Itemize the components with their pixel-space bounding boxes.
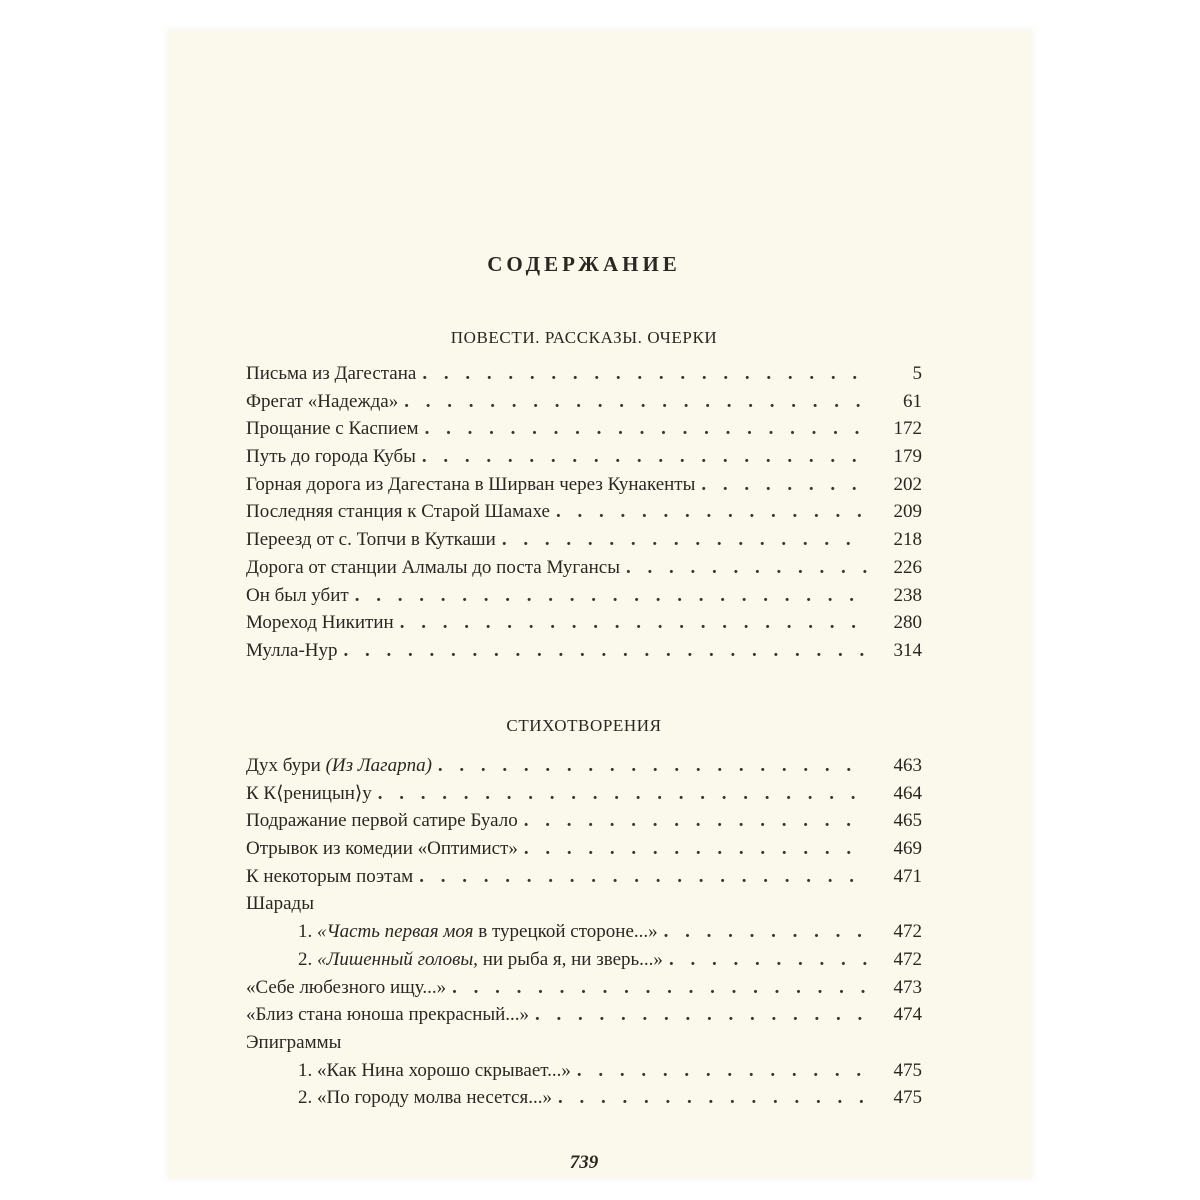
toc-entry-page: 314 [893,639,922,661]
dot-leader [400,609,868,637]
dot-leader [378,780,868,808]
toc-entry [246,554,922,582]
dot-leader [344,637,868,665]
dot-leader [577,1057,868,1085]
toc-entry-title: Мореход Никитин [246,612,394,634]
toc-entry-title: «Себе любезного ищу...» [246,976,447,998]
toc-entry-title [246,1057,571,1085]
toc-entry-page: 5 [912,363,922,384]
toc-entry-page: 465 [893,810,922,832]
toc-entry-page: 280 [893,612,922,634]
toc-entry-title [246,1084,552,1112]
toc-entry-title: Мулла-Нур [246,639,338,661]
toc-entry-title: Дорога от станции Алмалы до поста Мугансы [246,556,620,578]
toc-entry [246,863,922,891]
toc-entry-page: 61 [903,390,922,412]
toc-entry [246,752,922,780]
toc-entry-title: Фрегат «Надежда» [246,390,399,412]
toc-entry-page: 464 [893,782,922,804]
dot-leader [626,554,868,582]
toc-entry-title-text: Дух бури [246,755,321,776]
toc-entry-title-italic: «Часть первая моя [317,921,474,943]
toc-entry-title: Последняя станция к Старой Шамахе [246,501,550,523]
toc-entry [246,526,922,554]
toc-entry-title: Прощание с Каспием [246,418,419,440]
toc-list-prose [246,360,922,665]
toc-entry [246,835,922,863]
dot-leader [422,443,868,471]
toc-entry-title-italic: (Из Лагарпа) [325,755,432,776]
section-heading: ПОВЕСТИ. РАССКАЗЫ. ОЧЕРКИ [450,328,718,347]
toc-entry-number: 2. [298,1087,313,1109]
dot-leader [452,974,868,1002]
toc-entry-title: Подражание первой сатире Буало [246,810,518,832]
toc-entry-title: Путь до города Кубы [246,446,416,468]
toc-entry [246,388,922,416]
dot-leader [502,526,868,554]
toc-entry [246,974,922,1002]
toc-entry-page: 172 [893,418,922,440]
toc-entry-title [246,946,663,974]
toc-entry-page: 473 [893,976,922,998]
toc-group-heading [246,1029,922,1057]
toc-entry-page: 218 [893,529,922,551]
dot-leader [524,807,868,835]
dot-leader [355,582,868,610]
toc-entry-page: 202 [893,473,922,495]
toc-entry-title-text: «Как Нина хорошо скрывает...» [317,1059,571,1081]
toc-entry-page: 209 [893,501,922,523]
toc-entry-number: 1. [298,1059,313,1081]
toc-entry [246,609,922,637]
toc-entry-number: 1. [298,921,313,943]
toc-entry [246,807,922,835]
toc-entry-title: Письма из Дагестана [246,363,417,384]
toc-entry-title-text: ни рыба я, ни зверь...» [482,948,663,970]
toc-entry [246,1001,922,1029]
book-page [168,30,1032,1178]
toc-entry [246,780,922,808]
toc-entry-page: 472 [893,921,922,943]
toc-subentry [246,918,922,946]
toc-entry-title: Он был убит [246,584,349,606]
dot-leader [556,498,868,526]
toc-group-title: Эпиграммы [246,1031,342,1053]
dot-leader [524,835,868,863]
toc-subentry [246,1084,922,1112]
dot-leader [422,360,868,388]
toc-entry-page: 471 [893,865,922,887]
toc-entry [246,360,922,388]
toc-entry [246,498,922,526]
dot-leader [558,1084,868,1112]
toc-group-title: Шарады [246,893,314,915]
toc-entry-page: 474 [893,1004,922,1026]
dot-leader [669,946,868,974]
toc-entry [246,415,922,443]
toc-entry-title: Переезд от с. Топчи в Куткаши [246,529,496,551]
toc-entry-title [246,752,432,780]
toc-entry-title-text: в турецкой стороне...» [478,921,658,943]
toc-entry-page: 472 [893,948,922,970]
dot-leader [404,388,868,416]
toc-entry-title-italic: «Лишенный головы, [317,948,478,970]
toc-subentry [246,946,922,974]
dot-leader [438,752,868,780]
dot-leader [535,1001,868,1029]
toc-subentry [246,1057,922,1085]
toc-entry-page: 469 [893,838,922,860]
toc-entry-page: 226 [893,556,922,578]
dot-leader [664,918,868,946]
toc-entry-number: 2. [298,948,313,970]
toc-entry-page: 179 [893,446,922,468]
toc-entry-title: Горная дорога из Дагестана в Ширван через Кунакенты [246,473,696,495]
section-heading: СТИХОТВОРЕНИЯ [506,716,662,735]
toc-entry [246,443,922,471]
toc-entry-title: К К⟨реницын⟩у [246,782,372,804]
dot-leader [425,415,868,443]
toc-entry-page: 475 [893,1087,922,1109]
dot-leader [419,863,868,891]
toc-entry [246,471,922,499]
toc-entry-title-text: «По городу молва несется...» [317,1087,552,1109]
page-title: СОДЕРЖАНИЕ [487,252,681,276]
toc-entry-title: «Близ стана юноша прекрасный...» [246,1004,530,1026]
page-number: 739 [569,1152,599,1173]
toc-list-poems [246,752,922,1112]
toc-group-heading [246,890,922,918]
toc-entry-title [246,918,658,946]
toc-entry-page: 475 [893,1059,922,1081]
dot-leader [701,471,868,499]
toc-entry-page: 463 [893,755,922,776]
toc-entry-title: Отрывок из комедии «Оптимист» [246,838,518,860]
toc-entry-title: К некоторым поэтам [246,865,414,887]
toc-entry [246,637,922,665]
toc-entry-page: 238 [893,584,922,606]
toc-entry [246,582,922,610]
